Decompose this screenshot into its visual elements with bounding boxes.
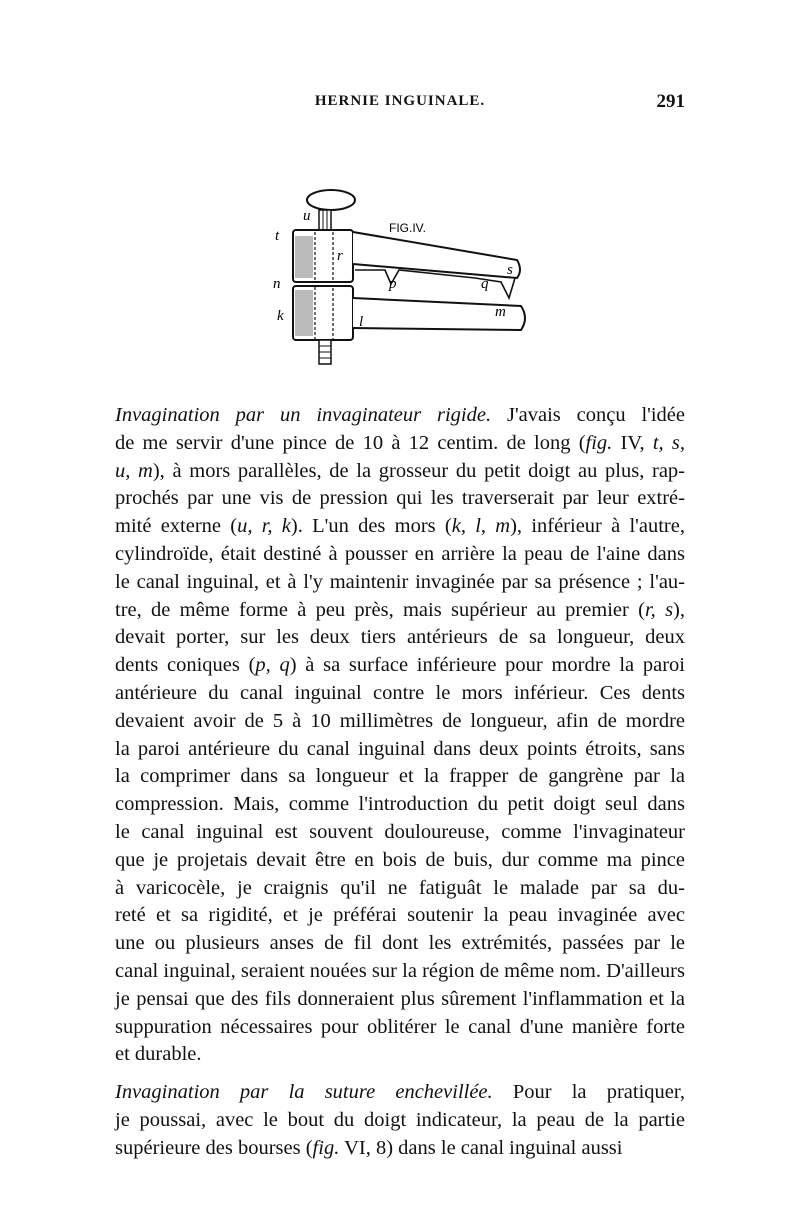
italic-text: u, r, k bbox=[237, 515, 291, 538]
text-line bbox=[115, 763, 685, 791]
text-line bbox=[115, 736, 685, 764]
text-line bbox=[115, 708, 685, 736]
screw-shaft bbox=[319, 210, 331, 232]
label-q: q bbox=[481, 276, 489, 292]
text-span: ), bbox=[673, 598, 685, 621]
text-line bbox=[115, 958, 685, 986]
text-span: supérieure des bourses ( bbox=[115, 1136, 313, 1159]
text-span: devaient avoir de 5 à 10 millimètres de longueur, afin de mordre bbox=[115, 709, 685, 732]
text-line bbox=[115, 875, 685, 903]
clamp-drawing bbox=[255, 178, 555, 378]
text-span: je pensai que des fils donneraient plus sûrement l'inflammation et la bbox=[115, 987, 685, 1010]
page-header bbox=[115, 93, 685, 123]
italic-text: Invagination par la suture enchevillée. bbox=[115, 1081, 493, 1104]
text-line bbox=[115, 1041, 685, 1069]
text-span: ). L'un des mors ( bbox=[290, 515, 452, 538]
text-span: cylindroïde, était destiné à pousser en arrière la peau de l'aine dans bbox=[115, 542, 685, 565]
text-line bbox=[115, 541, 685, 569]
text-span: le canal inguinal est souvent douloureuse, comme l'invaginateur bbox=[115, 820, 685, 843]
text-line bbox=[115, 624, 685, 652]
page-number: 291 bbox=[656, 91, 685, 112]
text-line bbox=[115, 902, 685, 930]
running-title: HERNIE INGUINALE. bbox=[314, 93, 486, 109]
label-k: k bbox=[277, 308, 284, 324]
label-r: r bbox=[337, 248, 343, 264]
text-span: tre, de même forme à peu près, mais supérieur au premier ( bbox=[115, 598, 645, 621]
text-span: mité externe ( bbox=[115, 515, 238, 538]
italic-text: fig. bbox=[585, 431, 613, 454]
text-span: prochés par une vis de pression qui les traverserait par leur extré- bbox=[115, 487, 685, 510]
text-line bbox=[115, 569, 685, 597]
label-n: n bbox=[273, 276, 281, 292]
text-span: de me servir d'une pince de 10 à 12 centim. de long ( bbox=[115, 431, 586, 454]
text-span: canal inguinal, seraient nouées sur la région de même nom. D'ailleurs bbox=[115, 959, 685, 982]
label-p: p bbox=[389, 276, 397, 292]
text-span: reté et sa rigidité, et je préférai soutenir la peau invaginée avec bbox=[115, 904, 685, 927]
text-span: le canal inguinal, et à l'y maintenir invaginée par sa présence ; l'au- bbox=[115, 570, 685, 593]
text-line bbox=[115, 1014, 685, 1042]
text-line bbox=[115, 986, 685, 1014]
italic-text: t, s, bbox=[652, 431, 685, 454]
text-line bbox=[115, 652, 685, 680]
text-span: une ou plusieurs anses de fil dont les extrémités, passées par le bbox=[115, 932, 685, 955]
italic-text: fig. bbox=[312, 1136, 340, 1159]
text-span: ) à sa surface inférieure pour mordre la paroi bbox=[289, 654, 685, 677]
text-span: dents coniques ( bbox=[115, 654, 256, 677]
text-span: la comprimer dans sa longueur et la frapper de gangrène par la bbox=[115, 765, 685, 788]
screw-knob bbox=[307, 190, 355, 210]
italic-text: u, m bbox=[115, 459, 153, 482]
text-line bbox=[115, 1107, 685, 1135]
figure-iv-illustration bbox=[255, 178, 555, 378]
text-span: et durable. bbox=[115, 1043, 202, 1066]
text-span: antérieure du canal inguinal contre le mors inférieur. Ces dents bbox=[115, 681, 685, 704]
italic-text: r, s bbox=[644, 598, 674, 621]
text-line bbox=[115, 1135, 685, 1163]
text-line bbox=[115, 791, 685, 819]
text-line bbox=[115, 1079, 685, 1107]
text-span: ), à mors parallèles, de la grosseur du petit doigt au plus, rap- bbox=[152, 459, 685, 482]
text-line bbox=[115, 458, 685, 486]
figure-caption: FIG.IV. bbox=[389, 221, 426, 235]
label-t: t bbox=[275, 228, 280, 244]
text-span: la paroi antérieure du canal inguinal dans deux points étroits, sans bbox=[115, 737, 685, 760]
text-span: suppuration nécessaires pour oblitérer le canal d'une manière forte bbox=[115, 1015, 685, 1038]
italic-text: Invagination par un invaginateur rigide. bbox=[115, 404, 492, 426]
text-span: J'avais conçu l'idée bbox=[491, 404, 685, 426]
text-line bbox=[115, 930, 685, 958]
body-text bbox=[115, 402, 685, 1163]
text-line bbox=[115, 597, 685, 625]
text-span: je poussai, avec le bout du doigt indicateur, la peau de la partie bbox=[115, 1108, 685, 1131]
label-u: u bbox=[303, 208, 311, 224]
text-span: compression. Mais, comme l'introduction du petit doigt seul dans bbox=[115, 793, 685, 816]
label-s: s bbox=[507, 262, 513, 278]
text-line bbox=[115, 485, 685, 513]
paragraph bbox=[115, 1079, 685, 1162]
text-line bbox=[115, 680, 685, 708]
text-line bbox=[115, 513, 685, 541]
text-span: VI, 8) dans le canal inguinal aussi bbox=[339, 1136, 623, 1159]
italic-text: p, q bbox=[255, 654, 290, 677]
italic-text: k, l, m bbox=[451, 515, 511, 538]
text-span: Pour la pratiquer, bbox=[492, 1081, 685, 1104]
label-m: m bbox=[495, 304, 506, 320]
text-line bbox=[115, 847, 685, 875]
text-line bbox=[115, 819, 685, 847]
paragraph bbox=[115, 402, 685, 1069]
upper-jaw-arm bbox=[353, 232, 520, 278]
paragraph-gap bbox=[115, 1069, 685, 1079]
text-span: devait porter, sur les deux tiers antérieurs de sa longueur, deux bbox=[115, 626, 685, 649]
text-span: à varicocèle, je craignis qu'il ne fatiguât le malade par sa du- bbox=[115, 876, 685, 899]
text-line bbox=[115, 402, 685, 430]
cylinder-shading bbox=[295, 236, 313, 278]
text-span: IV, bbox=[612, 431, 653, 454]
label-l: l bbox=[359, 314, 364, 330]
text-line bbox=[115, 430, 685, 458]
text-span: que je projetais devait être en bois de buis, dur comme ma pince bbox=[115, 848, 685, 871]
text-span: ), inférieur à l'autre, bbox=[510, 515, 685, 538]
